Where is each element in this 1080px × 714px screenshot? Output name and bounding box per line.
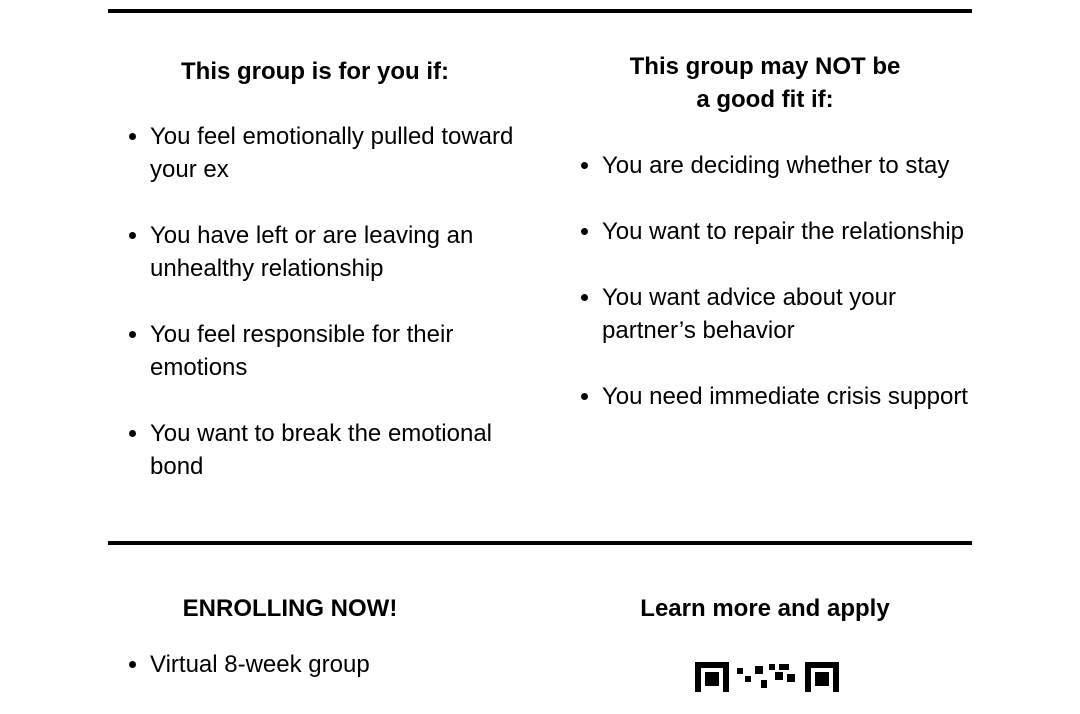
apply-heading: Learn more and apply (640, 595, 890, 622)
enrolling-list (130, 648, 540, 714)
top-divider (108, 9, 972, 13)
not-fit-heading (580, 50, 950, 116)
qr-code[interactable] (695, 662, 839, 692)
list-item: • You feel emotionally pulled toward your ex (150, 120, 540, 186)
list-item: • You feel responsible for their emotions (150, 318, 540, 384)
list-item: • You want to repair the relationship (602, 215, 972, 248)
list-item: • Virtual 8-week group (150, 648, 540, 681)
not-fit-heading-line1: This group may NOT be (629, 53, 901, 80)
list-item: • You want to break the emotional bond (150, 417, 540, 483)
not-fit-list (582, 149, 972, 446)
list-item: • You have left or are leaving an unhealthy relationship (150, 219, 540, 285)
middle-divider (108, 541, 972, 545)
fit-list (130, 120, 540, 516)
enrolling-heading: ENROLLING NOW! (182, 595, 398, 622)
list-item: • You need immediate crisis support (602, 380, 972, 413)
fit-heading: This group is for you if: (181, 58, 449, 85)
not-fit-heading-line2: a good fit if: (696, 86, 834, 113)
list-item: • You are deciding whether to stay (602, 149, 972, 182)
list-item: • You want advice about your partner’s behavior (602, 281, 972, 347)
